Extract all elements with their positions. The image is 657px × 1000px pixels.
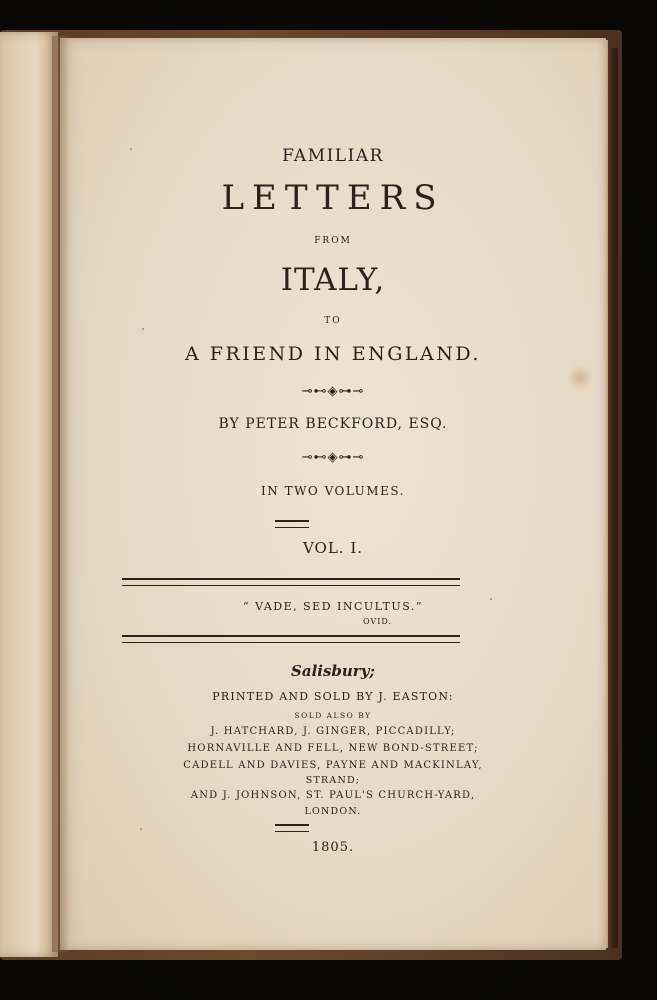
paper-speck: [140, 828, 142, 830]
imprint-line-6: LONDON.: [304, 806, 362, 817]
imprint-line-3: CADELL AND DAVIES, PAYNE AND MACKINLAY,: [183, 760, 483, 771]
volume-number: VOL. I.: [302, 539, 364, 557]
imprint-sold-also: SOLD ALSO BY: [294, 711, 372, 720]
imprint-printer: PRINTED AND SOLD BY J. EASTON:: [212, 690, 454, 703]
book-gutter: [52, 36, 68, 952]
short-double-rule: [275, 520, 309, 528]
title-familiar: FAMILIAR: [282, 146, 384, 166]
imprint-line-2: HORNAVILLE AND FELL, NEW BOND-STREET;: [187, 743, 479, 754]
imprint-city: Salisbury;: [291, 662, 375, 680]
title-page: [60, 38, 606, 950]
paper-speck: [490, 598, 492, 600]
author-line: BY PETER BECKFORD, ESQ.: [218, 416, 448, 432]
title-to: TO: [324, 316, 342, 326]
title-friend: A FRIEND IN ENGLAND.: [185, 343, 481, 365]
imprint-line-5: AND J. JOHNSON, ST. PAUL'S CHURCH-YARD,: [190, 790, 476, 801]
publication-year: 1805.: [311, 840, 355, 855]
epigraph-attribution: OVID.: [363, 617, 393, 626]
imprint-line-4: STRAND;: [305, 775, 361, 786]
epigraph-quote: “ VADE, SED INCULTUS.”: [243, 600, 423, 613]
paper-speck: [142, 328, 144, 330]
volumes-line: IN TWO VOLUMES.: [261, 484, 405, 498]
paper-speck: [130, 148, 132, 150]
title-letters: LETTERS: [221, 178, 445, 218]
title-italy: ITALY,: [280, 262, 386, 298]
lower-double-rule: [122, 635, 460, 643]
facing-page: [0, 32, 58, 957]
title-from: FROM: [314, 236, 352, 246]
imprint-line-1: J. HATCHARD, J. GINGER, PICCADILLY;: [210, 726, 456, 737]
upper-double-rule: [122, 578, 460, 586]
ornament-icon: ⊸⊷◈⊶⊸: [301, 450, 365, 465]
ornament-icon: ⊸⊷◈⊶⊸: [301, 384, 365, 399]
imprint-double-rule: [275, 824, 309, 832]
